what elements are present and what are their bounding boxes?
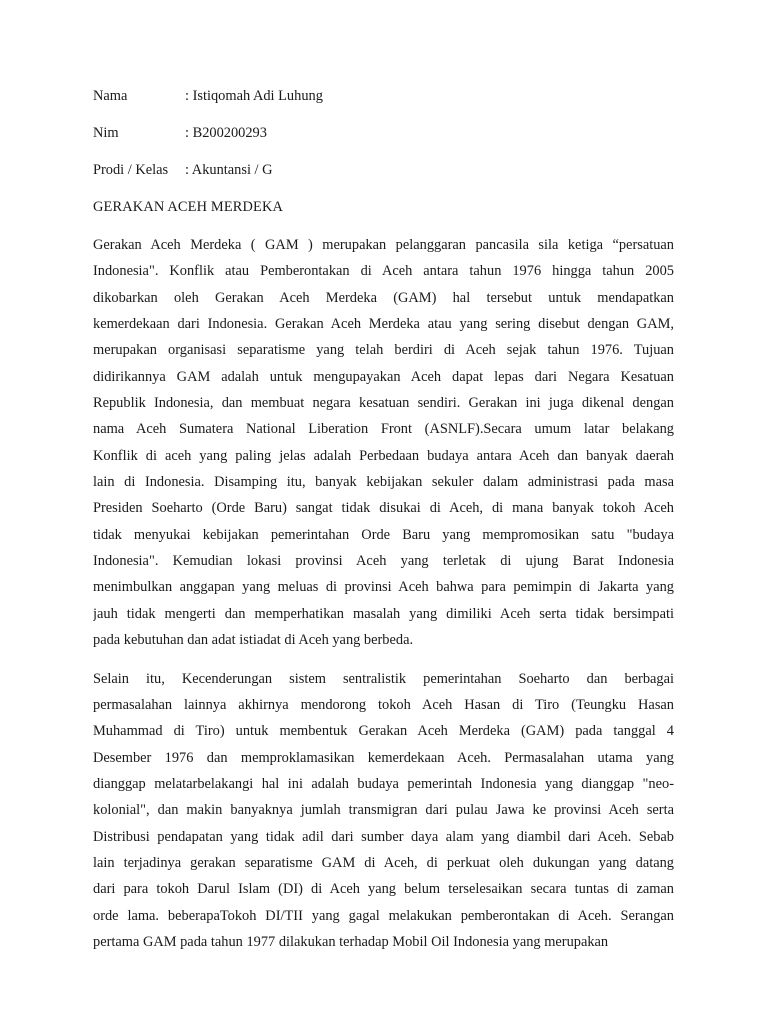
paragraph-line: kolonial", dan makin banyaknya jumlah transmigran dari pulau Jawa ke provinsi Aceh serta (93, 802, 674, 819)
document-title: GERAKAN ACEH MERDEKA (93, 199, 284, 215)
paragraph-line: Distribusi pendapatan yang tidak adil dari sumber daya alam yang diambil dari Aceh. Sebab (93, 828, 674, 845)
paragraph (93, 232, 674, 654)
paragraph-line: Selain itu, Kecenderungan sistem sentralistik pemerintahan Soeharto dan berbagai (93, 670, 674, 687)
paragraph-line: menimbulkan anggapan yang meluas di provinsi Aceh bahwa para pemimpin di Jakarta yang (93, 579, 674, 596)
name-row (93, 84, 674, 108)
prodi-kelas-label: Prodi / Kelas (93, 162, 169, 178)
paragraph-line: merupakan organisasi separatisme yang telah berdiri di Aceh sejak tahun 1976. Tujuan (93, 342, 674, 359)
paragraph-line: didirikannya GAM adalah untuk mengupayakan Aceh dapat lepas dari Negara Kesatuan (93, 368, 674, 385)
paragraph-line: dari para tokoh Darul Islam (DI) di Aceh yang belum terselesaikan secara tuntas di zaman (93, 881, 674, 898)
prodi-kelas-value: : Akuntansi / G (185, 162, 273, 178)
paragraph-line: kemerdekaan dari Indonesia. Gerakan Aceh Merdeka atau yang sering disebut dengan GAM, (93, 316, 674, 333)
paragraph-line: Desember 1976 dan memproklamasikan kemerdekaan Aceh. Permasalahan utama yang (93, 749, 674, 766)
paragraph-line: Indonesia". Konflik atau Pemberontakan di Aceh antara tahun 1976 hingga tahun 2005 (93, 263, 674, 280)
name-label: Nama (93, 88, 128, 104)
paragraph-line: Muhammad di Tiro) untuk membentuk Gerakan Aceh Merdeka (GAM) pada tanggal 4 (93, 723, 674, 740)
paragraph-line: Republik Indonesia, dan membuat negara kesatuan sendiri. Gerakan ini juga dikenal dengan (93, 395, 674, 412)
paragraph-line: dianggap melatarbelakangi hal ini adalah budaya pemerintah Indonesia yang dianggap "neo- (93, 775, 674, 792)
prodi-kelas-row (93, 158, 674, 182)
paragraph-line: Gerakan Aceh Merdeka ( GAM ) merupakan pelanggaran pancasila sila ketiga “persatuan (93, 237, 674, 253)
nim-value: : B200200293 (185, 125, 267, 141)
paragraph-line: Presiden Soeharto (Orde Baru) sangat tidak disukai di Aceh, di mana banyak tokoh Aceh (93, 500, 674, 517)
paragraph-line: tidak menyukai kebijakan pemerintahan Orde Baru yang mempromosikan satu "budaya (93, 526, 674, 543)
paragraph-line: orde lama. beberapaTokoh DI/TII yang gagal melakukan pemberontakan di Aceh. Serangan (93, 907, 674, 924)
document-page (93, 84, 674, 967)
paragraph-line: Indonesia". Kemudian lokasi provinsi Aceh yang terletak di ujung Barat Indonesia (93, 553, 674, 570)
paragraph-line: dikobarkan oleh Gerakan Aceh Merdeka (GAM) hal tersebut untuk mendapatkan (93, 289, 674, 306)
paragraph-line: pada kebutuhan dan adat istiadat di Aceh yang berbeda. (93, 632, 414, 649)
nim-row (93, 121, 674, 145)
paragraph-line: nama Aceh Sumatera National Liberation Front (ASNLF).Secara umum latar belakang (93, 421, 674, 438)
paragraph-line: jauh tidak mengerti dan memperhatikan masalah yang dimiliki Aceh serta tidak bersimpati (93, 605, 674, 622)
paragraph-line: pertama GAM pada tahun 1977 dilakukan terhadap Mobil Oil Indonesia yang merupakan (93, 933, 609, 950)
paragraph-line: lain di Indonesia. Disamping itu, banyak kebijakan sekuler dalam administrasi pada masa (93, 474, 674, 491)
name-value: : Istiqomah Adi Luhung (185, 88, 323, 104)
paragraph (93, 666, 674, 956)
nim-label: Nim (93, 125, 119, 141)
paragraph-line: permasalahan lainnya akhirnya mendorong tokoh Aceh Hasan di Tiro (Teungku Hasan (93, 696, 674, 713)
paragraph-line: lain terjadinya gerakan separatisme GAM di Aceh, di perkuat oleh dukungan yang datang (93, 854, 674, 871)
paragraph-line: Konflik di aceh yang paling jelas adalah Perbedaan budaya antara Aceh dan banyak daerah (93, 447, 674, 464)
